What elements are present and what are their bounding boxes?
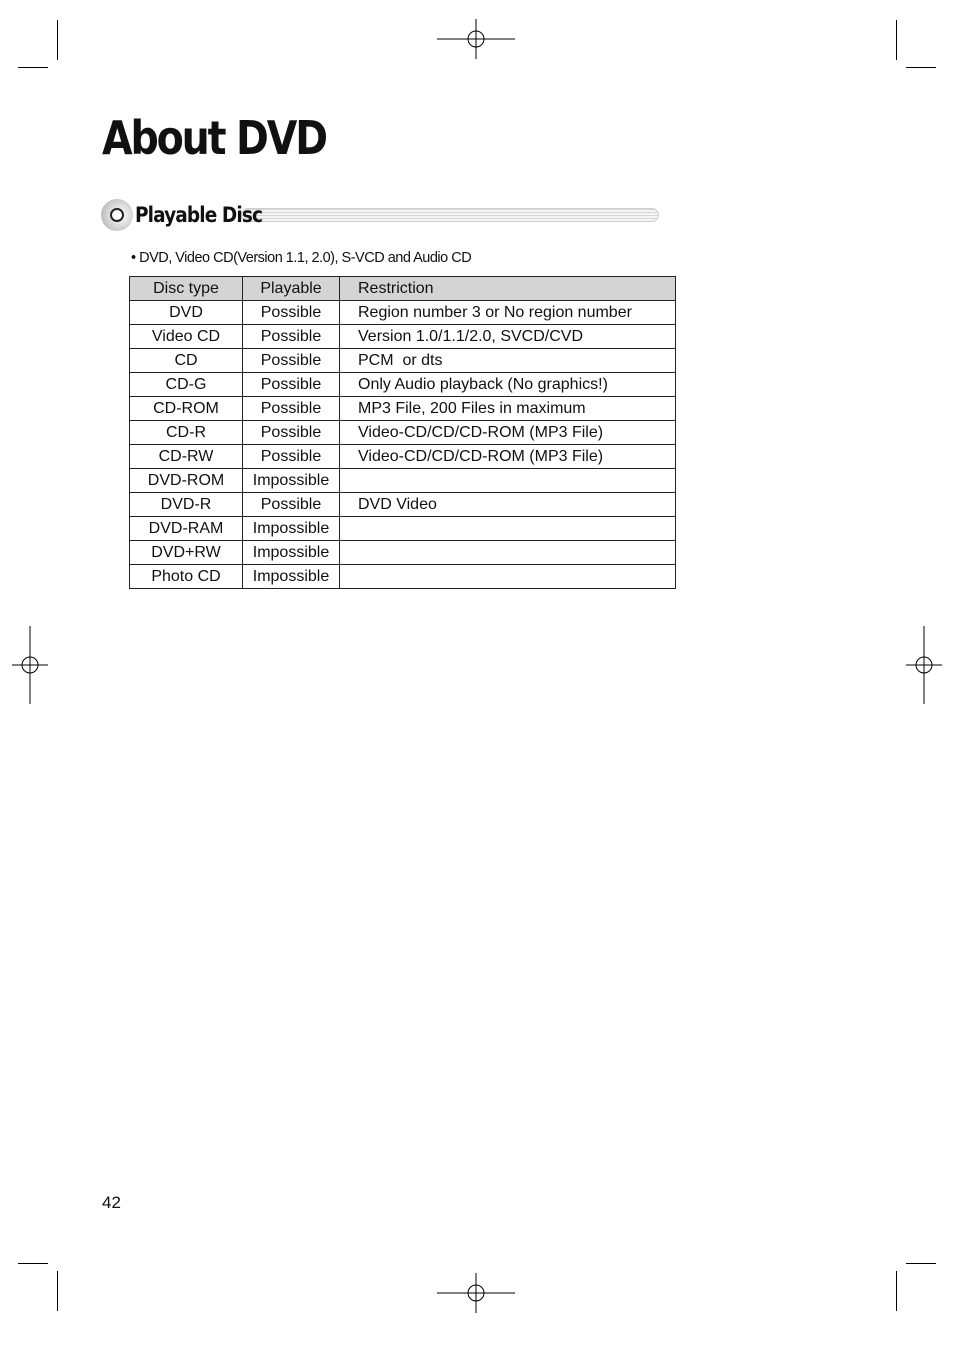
table-row [130,493,676,517]
table-row [130,397,676,421]
crosshair-icon [437,1273,515,1313]
cell-disc-type: CD-G [130,373,243,397]
table-header-row [130,277,676,301]
cell-disc-type: DVD-RAM [130,517,243,541]
cell-disc-type: CD-RW [130,445,243,469]
cell-restriction [340,469,676,493]
cell-restriction [340,565,676,589]
cell-restriction [340,517,676,541]
disc-list-note: • DVD, Video CD(Version 1.1, 2.0), S-VCD and Audio CD [131,250,472,266]
playable-disc-table [129,276,676,589]
cell-disc-type: CD [130,349,243,373]
cell-restriction: Version 1.0/1.1/2.0, SVCD/CVD [340,325,676,349]
crosshair-icon [906,626,942,704]
header-playable: Playable [243,277,340,301]
crop-mark [906,1263,936,1264]
cell-restriction: Video-CD/CD/CD-ROM (MP3 File) [340,445,676,469]
table-row [130,517,676,541]
cell-playable: Possible [243,349,340,373]
cell-playable: Possible [243,397,340,421]
cell-playable: Possible [243,493,340,517]
cell-playable: Impossible [243,541,340,565]
cell-restriction: DVD Video [340,493,676,517]
cell-disc-type: DVD [130,301,243,325]
table-row [130,541,676,565]
cell-disc-type: CD-R [130,421,243,445]
cell-playable: Possible [243,325,340,349]
crop-mark [57,1271,58,1311]
cell-playable: Impossible [243,565,340,589]
cell-restriction: Region number 3 or No region number [340,301,676,325]
crop-mark [896,20,897,60]
cell-disc-type: Photo CD [130,565,243,589]
table-row [130,301,676,325]
section-rule [241,208,659,222]
cell-restriction: PCM or dts [340,349,676,373]
crop-mark [57,20,58,60]
crop-mark [906,67,936,68]
header-disc-type: Disc type [130,277,243,301]
cell-restriction: MP3 File, 200 Files in maximum [340,397,676,421]
crosshair-icon [12,626,48,704]
page-number: 42 [102,1193,121,1212]
cell-restriction: Video-CD/CD/CD-ROM (MP3 File) [340,421,676,445]
cell-disc-type: DVD+RW [130,541,243,565]
cell-disc-type: CD-ROM [130,397,243,421]
header-restriction: Restriction [340,277,676,301]
cell-playable: Possible [243,445,340,469]
crosshair-icon [437,19,515,59]
cell-playable: Possible [243,301,340,325]
table-row [130,325,676,349]
crop-mark [18,67,48,68]
table-row [130,373,676,397]
cell-playable: Impossible [243,517,340,541]
section-title: Playable Disc [135,203,263,227]
cell-disc-type: DVD-R [130,493,243,517]
table-row [130,421,676,445]
section-header [101,199,561,231]
cell-disc-type: Video CD [130,325,243,349]
page-title: About DVD [102,111,326,165]
table-row [130,469,676,493]
cell-playable: Impossible [243,469,340,493]
crop-mark [18,1263,48,1264]
cell-disc-type: DVD-ROM [130,469,243,493]
circle-bullet-icon [101,199,133,231]
table-row [130,445,676,469]
cell-restriction [340,541,676,565]
cell-restriction: Only Audio playback (No graphics!) [340,373,676,397]
cell-playable: Possible [243,421,340,445]
table-row [130,565,676,589]
cell-playable: Possible [243,373,340,397]
crop-mark [896,1271,897,1311]
table-row [130,349,676,373]
